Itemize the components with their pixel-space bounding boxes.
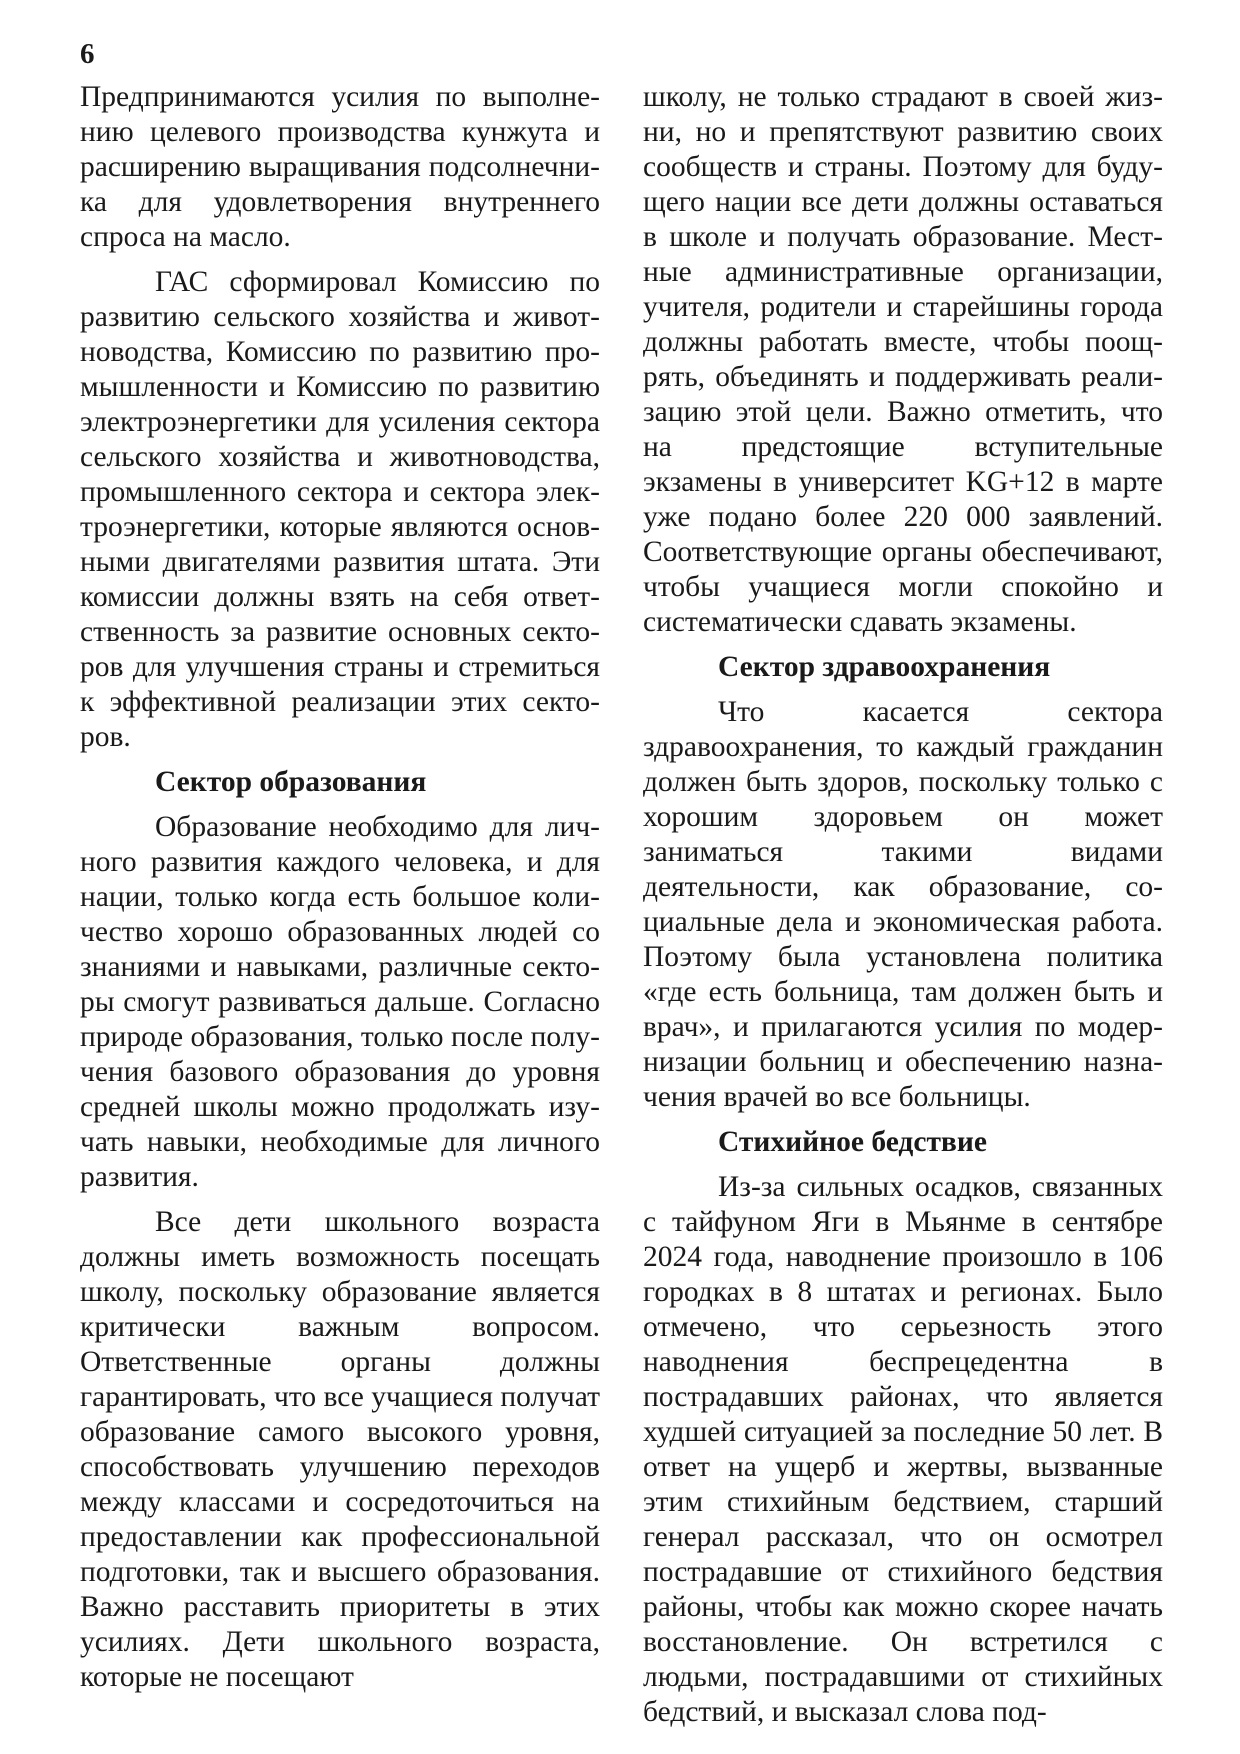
heading-natural-disaster: Стихийное бедствие xyxy=(718,1126,987,1158)
right-column xyxy=(643,80,1163,1740)
page-number: 6 xyxy=(80,38,95,70)
paragraph-school-attendance-continued: школу, не только страдают в своей жизни, но и препятствуют развитию своих сообществ и страны. Поэтому для будущего нации все дети должны оставаться в школе и получать образование. Местные административные организации, учителя, родители и старейшины города должны работать вместе, чтобы поощрять, объединять и поддерживать реализацию этой цели. Важно отметить, что на предстоящие вступительные экзамены в университет KG+12 в марте уже подано более 220 000 заявлений. Соответствующие органы обеспечивают, чтобы учащиеся могли спокойно и систематически сдавать экзамены. xyxy=(643,81,1163,638)
paragraph-school-attendance: Все дети школьного возраста должны иметь возможность посещать школу, поскольку образование является критически важным вопросом. Ответственные органы должны гарантировать, что все учащиеся получат образование самого высокого уровня, способствовать улучшению переходов между классами и сосредоточиться на предоставлении как профессиональной подготовки, так и высшего образования. Важно расставить приоритеты в этих усилиях. Дети школьного возраста, которые не посещают xyxy=(80,1206,600,1693)
heading-health-sector: Сектор здравоохранения xyxy=(718,651,1051,683)
paragraph-commissions: ГАС сформировал Комиссию по развитию сельского хозяйства и животноводства, Комиссию по развитию промышленности и Комиссию по развитию электроэнергетики для усиления сектора сельского хозяйства и животноводства, промышленного сектора и сектора электроэнергетики, которые являются основными двигателями развития штата. Эти комиссии должны взять на себя ответственность за развитие основных секторов для улучшения страны и стремиться к эффективной реализации этих секторов. xyxy=(80,266,600,753)
paragraph-disaster: Из-за сильных осадков, связанных с тайфуном Яги в Мьянме в сентябре 2024 года, наводнение произошло в 106 городках в 8 штатах и регионах. Было отмечено, что серьезность этого наводнения беспрецедентна в пострадавших районах, что является худшей ситуацией за последние 50 лет. В ответ на ущерб и жертвы, вызванные этим стихийным бедствием, старший генерал рассказал, что он осмотрел пострадавшие от стихийного бедствия районы, чтобы как можно скорее начать восстановление. Он встретился с людьми, пострадавшими от стихийных бедствий, и высказал слова под- xyxy=(643,1171,1163,1728)
paragraph-education-importance: Образование необходимо для личного развития каждого человека, и для нации, только когда есть большое количество хорошо образованных людей со знаниями и навыками, различные секторы смогут развиваться дальше. Согласно природе образования, только после получения базового образования до уровня средней школы можно продолжать изучать навыки, необходимые для личного развития. xyxy=(80,811,600,1193)
heading-education-sector: Сектор образования xyxy=(155,766,427,798)
left-column xyxy=(80,80,600,1705)
paragraph-oilseeds: Предпринимаются усилия по выполнению целевого производства кунжута и расширению выращивания подсолнечника для удовлетворения внутреннего спроса на масло. xyxy=(80,81,600,253)
paragraph-health: Что касается сектора здравоохранения, то каждый гражданин должен быть здоров, поскольку только с хорошим здоровьем он может заниматься такими видами деятельности, как образование, социальные дела и экономическая работа. Поэтому была установлена политика «где есть больница, там должен быть и врач», и прилагаются усилия по модернизации больниц и обеспечению назначения врачей во все больницы. xyxy=(643,696,1163,1113)
